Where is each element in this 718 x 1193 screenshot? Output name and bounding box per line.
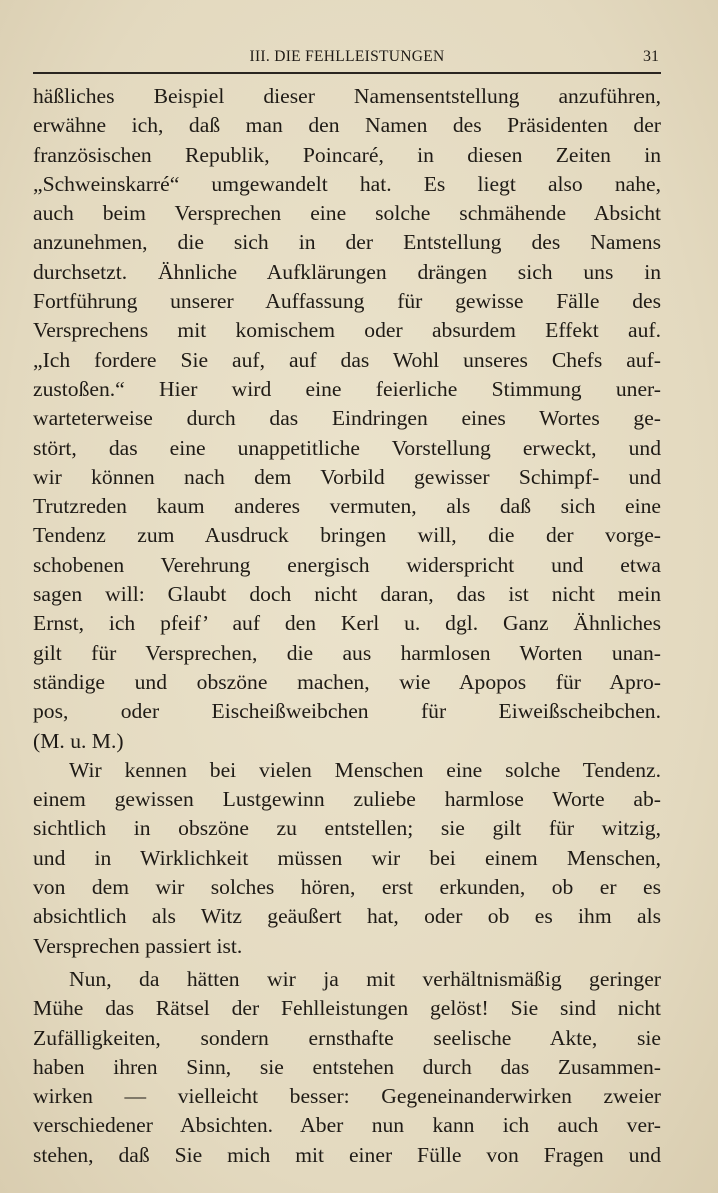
text-line: zustoßen.“ Hier wird eine feierliche Stimmung uner- [33,376,661,401]
text-line: verschiedener Absichten. Aber nun kann ich auch ver- [33,1113,661,1138]
text-line: absichtlich als Witz geäußert hat, oder ob es ihm als [33,904,661,929]
text-line: Fortführung unserer Auffassung für gewisse Fälle des [33,289,661,314]
text-line: anzunehmen, die sich in der Entstellung des Namens [33,230,661,255]
text-line: Ernst, ich pfeif’ auf den Kerl u. dgl. Ganz Ähnliches [33,611,661,636]
text-line: wirken — vielleicht besser: Gegeneinanderwirken zweier [33,1084,661,1109]
text-line: gilt für Versprechen, die aus harmlosen Worten unan- [33,640,661,665]
text-line: einem gewissen Lustgewinn zuliebe harmlose Worte ab- [33,787,661,812]
text-line: von dem wir solches hören, erst erkunden, ob er es [33,875,661,900]
text-line: Nun, da hätten wir ja mit verhältnismäßig geringer [69,966,661,991]
page-number: 31 [643,48,659,65]
text-line: stehen, daß Sie mich mit einer Fülle von Fragen und [33,1142,661,1167]
text-line: stört, das eine unappetitliche Vorstellung erweckt, und [33,435,661,460]
text-line: Versprechens mit komischem oder absurdem Effekt auf. [33,318,661,343]
text-line: Trutzreden kaum anderes vermuten, als daß sich eine [33,494,661,519]
text-line: häßliches Beispiel dieser Namensentstellung anzuführen, [33,84,661,108]
text-line: Wir kennen bei vielen Menschen eine solche Tendenz. [69,757,661,782]
text-line: Tendenz zum Ausdruck bringen will, die der vorge- [33,523,661,548]
text-line: „Schweinskarré“ umgewandelt hat. Es liegt also nahe, [33,171,661,196]
body-text [33,82,661,1170]
text-line: schobenen Verehrung energisch widerspricht und etwa [33,552,661,577]
text-line: „Ich fordere Sie auf, auf das Wohl unseres Chefs auf- [33,347,661,372]
text-line: warteterweise durch das Eindringen eines Wortes ge- [33,406,661,431]
text-line: wir können nach dem Vorbild gewisser Schimpf- und [33,464,661,489]
text-line: pos, oder Eischeißweibchen für Eiweißscheibchen. [33,699,661,724]
running-header [33,44,661,74]
text-line: haben ihren Sinn, sie entstehen durch das Zusammen- [33,1054,661,1079]
chapter-title: III. DIE FEHLLEISTUNGEN [249,48,445,65]
text-line: ständige und obszöne machen, wie Apopos für Apro- [33,669,661,694]
book-page [33,44,661,1170]
text-line: und in Wirklichkeit müssen wir bei einem Menschen, [33,845,661,870]
text-line: auch beim Versprechen eine solche schmähende Absicht [33,201,661,226]
text-line: (M. u. M.) [33,728,124,753]
text-line: Zufälligkeiten, sondern ernsthafte seelische Akte, sie [33,1025,661,1050]
text-line: sagen will: Glaubt doch nicht daran, das ist nicht mein [33,582,661,607]
text-line: sichtlich in obszöne zu entstellen; sie gilt für witzig, [33,816,661,841]
text-line: Mühe das Rätsel der Fehlleistungen gelöst! Sie sind nicht [33,996,661,1021]
text-line: durchsetzt. Ähnliche Aufklärungen drängen sich uns in [33,259,661,284]
text-line: Versprechen passiert ist. [33,933,243,958]
text-line: erwähne ich, daß man den Namen des Präsidenten der [33,113,661,138]
text-line: französischen Republik, Poincaré, in diesen Zeiten in [33,142,661,167]
